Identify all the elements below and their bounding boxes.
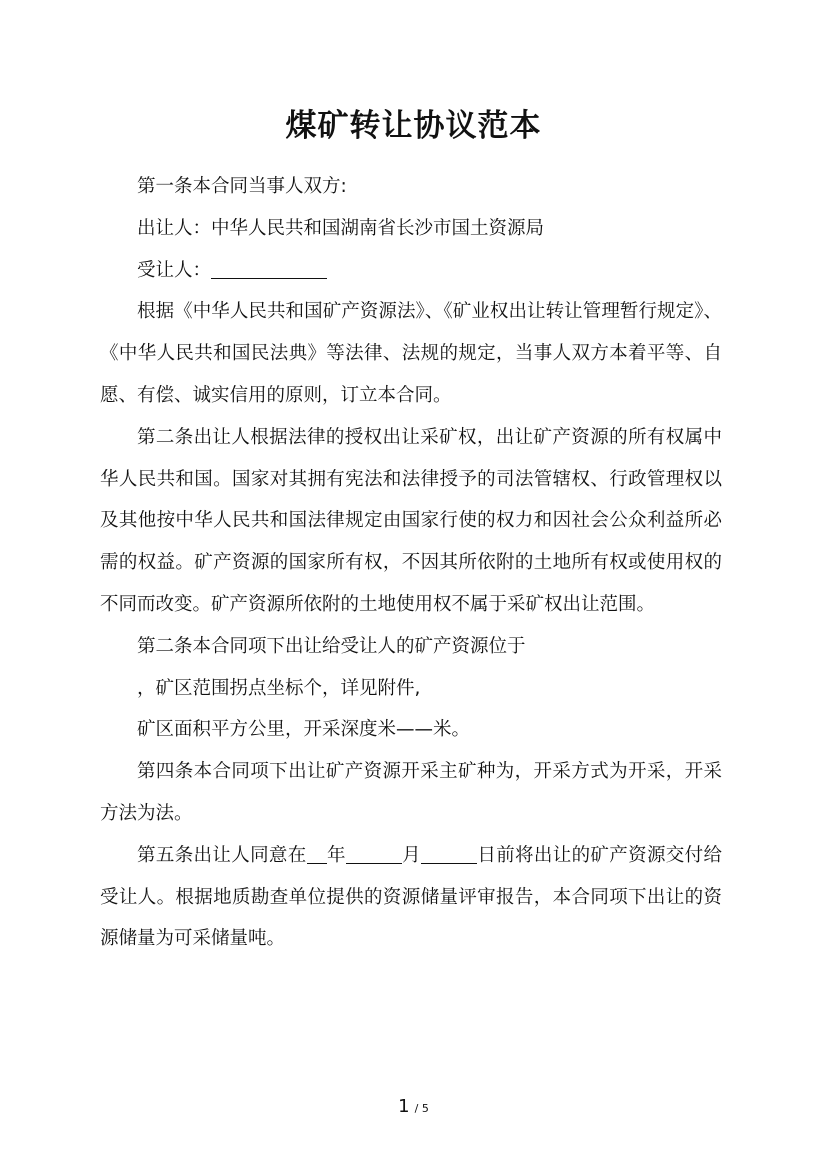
- article-5-paragraph: [100, 835, 722, 960]
- day-blank: [421, 844, 477, 864]
- document-title: 煤矿转让协议范本: [285, 108, 542, 144]
- transferee-blank: [211, 259, 327, 279]
- year-blank: [307, 844, 327, 864]
- article-1-heading: 第一条本合同当事人双方:: [137, 176, 347, 197]
- document-body: [100, 166, 722, 960]
- page-number: 1: [398, 1096, 410, 1117]
- basis-paragraph: 根据《中华人民共和国矿产资源法》、《矿业权出让转让管理暂行规定》、《中华人民共和国民法典》等法律、法规的规定，当事人双方本着平等、自愿、有偿、诚实信用的原则，订立本合同。: [100, 301, 722, 406]
- article-2b-line-3: 矿区面积平方公里，开采深度米——米。: [137, 719, 471, 741]
- article-2-paragraph: 第二条出让人根据法律的授权出让采矿权，出让矿产资源的所有权属中华人民共和国。国家对其拥有宪法和法律授予的司法管辖权、行政管理权以及其他按中华人民共和国法律规定由国家行使的权力和因社会公众利益所必需的权益。矿产资源的国家所有权，不因其所依附的土地所有权或使用权的不同而改变。矿产资源所依附的土地使用权不属于采矿权出让范围。: [100, 426, 722, 615]
- page-footer: [0, 1096, 827, 1117]
- article-5-text-start: 第五条出让人同意在: [137, 844, 307, 866]
- transferee-line: [100, 250, 722, 292]
- transferor-line: 出让人：中华人民共和国湖南省长沙市国土资源局: [137, 217, 545, 239]
- transferee-label: 受让人：: [137, 259, 212, 281]
- year-label: 年: [326, 844, 346, 866]
- month-blank: [346, 844, 402, 864]
- article-4-paragraph: 第四条本合同项下出让矿产资源开采主矿种为，开采方式为开采，开采方法为法。: [100, 761, 722, 824]
- article-2b-line-2: ，矿区范围拐点坐标个，详见附件,: [137, 677, 421, 699]
- page-total: / 5: [414, 1102, 429, 1115]
- month-label: 月: [401, 844, 422, 866]
- article-2b-line-1: 第二条本合同项下出让给受让人的矿产资源位于: [137, 635, 526, 657]
- article-5-text-end: 日前将出让的矿产资源交付给受让人。根据地质勘查单位提供的资源储量评审报告，本合同项下出让的资源储量为可采储量吨。: [100, 844, 722, 950]
